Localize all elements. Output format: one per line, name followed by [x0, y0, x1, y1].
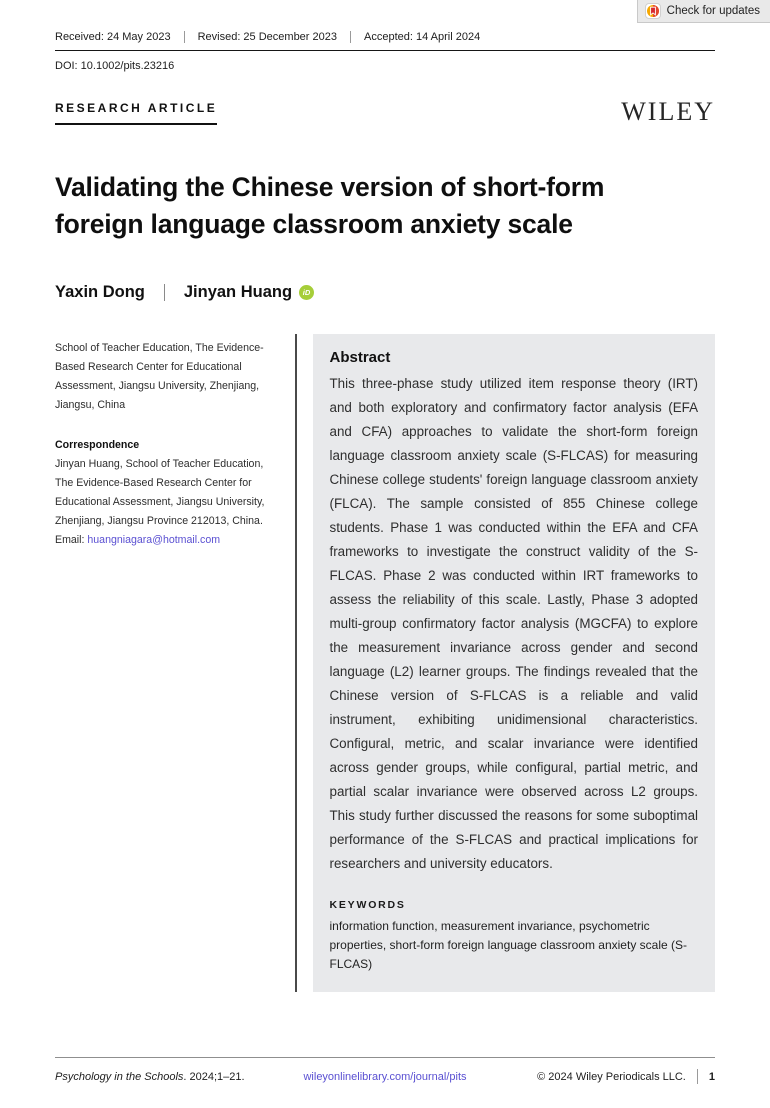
page-number-separator [697, 1069, 698, 1084]
type-row [55, 99, 715, 125]
citation-detail: . 2024;1–21. [183, 1070, 245, 1083]
footer-right [495, 1069, 715, 1084]
left-column [55, 334, 281, 992]
footer-journal-link-wrap [275, 1071, 495, 1083]
correspondence-heading: Correspondence [55, 439, 140, 451]
abstract-body: This three-phase study utilized item response theory (IRT) and both exploratory and confirmatory factor analysis (EFA and CFA) approaches to validate the short-form foreign language classroom anxiety scale (S-FLCAS) for measuring Chinese college students' foreign language classroom anxiety (FLCA). The sample consisted of 855 Chinese college students. Phase 1 was conducted within the EFA and CFA frameworks to investigate the construct validity of the S-FLCAS. Phase 2 was conducted within IRT frameworks to assess the reliability of this scale. Lastly, Phase 3 adopted multi-group confirmatory factor analysis (MGCFA) to explore the measurement invariance across gender and second language (L2) learner groups. The findings revealed that the Chinese version of S-FLCAS is a reliable and valid instrument, exhibiting unidimensional characteristics. Configural, metric, and scalar invariance were identified across gender groups, while configural, partial metric, and partial scalar invariance were observed across L2 groups. This study further discussed the reasons for some suboptimal performance of the S-FLCAS and practical implications for researchers and university educators. [329, 376, 698, 871]
affiliation: School of Teacher Education, The Evidence-Based Research Center for Educational Assessment, Jiangsu University, Zhenjiang, Jiangsu, China [55, 342, 264, 411]
page-footer [55, 1057, 715, 1084]
check-for-updates-label: Check for updates [666, 5, 760, 17]
author-name: Yaxin Dong [55, 283, 145, 301]
abstract-heading: Abstract [329, 349, 391, 366]
authors-row [55, 283, 715, 302]
doi: DOI: 10.1002/pits.23216 [55, 60, 175, 72]
accepted-date: Accepted: 14 April 2024 [350, 31, 493, 43]
author-name: Jinyan Huang [183, 283, 293, 301]
keywords-text: information function, measurement invariance, psychometric properties, short-form foreign language classroom anxiety scale (S-FLCAS) [329, 919, 687, 971]
correspondence-text: Jinyan Huang, School of Teacher Education, The Evidence-Based Research Center for Educational Assessment, Jiangsu University, Zhenjiang, Jiangsu Province 212013, China. [55, 458, 265, 527]
check-for-updates-badge[interactable] [637, 0, 770, 23]
article-title: Validating the Chinese version of short-form foreign language classroom anxiety scale [55, 172, 605, 239]
email-label: Email: [55, 534, 88, 546]
article-type-label: RESEARCH ARTICLE [55, 101, 217, 125]
dates-row [55, 31, 715, 51]
revised-date: Revised: 25 December 2023 [184, 31, 350, 43]
column-divider [295, 334, 297, 992]
crossmark-icon [645, 3, 661, 19]
abstract-box [313, 334, 716, 992]
wiley-logo: WILEY [621, 97, 715, 126]
keywords-heading: KEYWORDS [329, 899, 406, 911]
received-date: Received: 24 May 2023 [55, 31, 171, 43]
page-number: 1 [708, 1070, 715, 1083]
journal-link[interactable]: wileyonlinelibrary.com/journal/pits [303, 1070, 467, 1083]
author-separator [164, 284, 165, 301]
copyright: © 2024 Wiley Periodicals LLC. [537, 1070, 686, 1083]
email-line [55, 531, 281, 550]
body-columns [55, 334, 715, 992]
journal-name: Psychology in the Schools [55, 1070, 184, 1083]
footer-citation [55, 1071, 275, 1083]
email-link[interactable]: huangniagara@hotmail.com [87, 534, 221, 546]
orcid-icon[interactable]: iD [299, 285, 314, 300]
